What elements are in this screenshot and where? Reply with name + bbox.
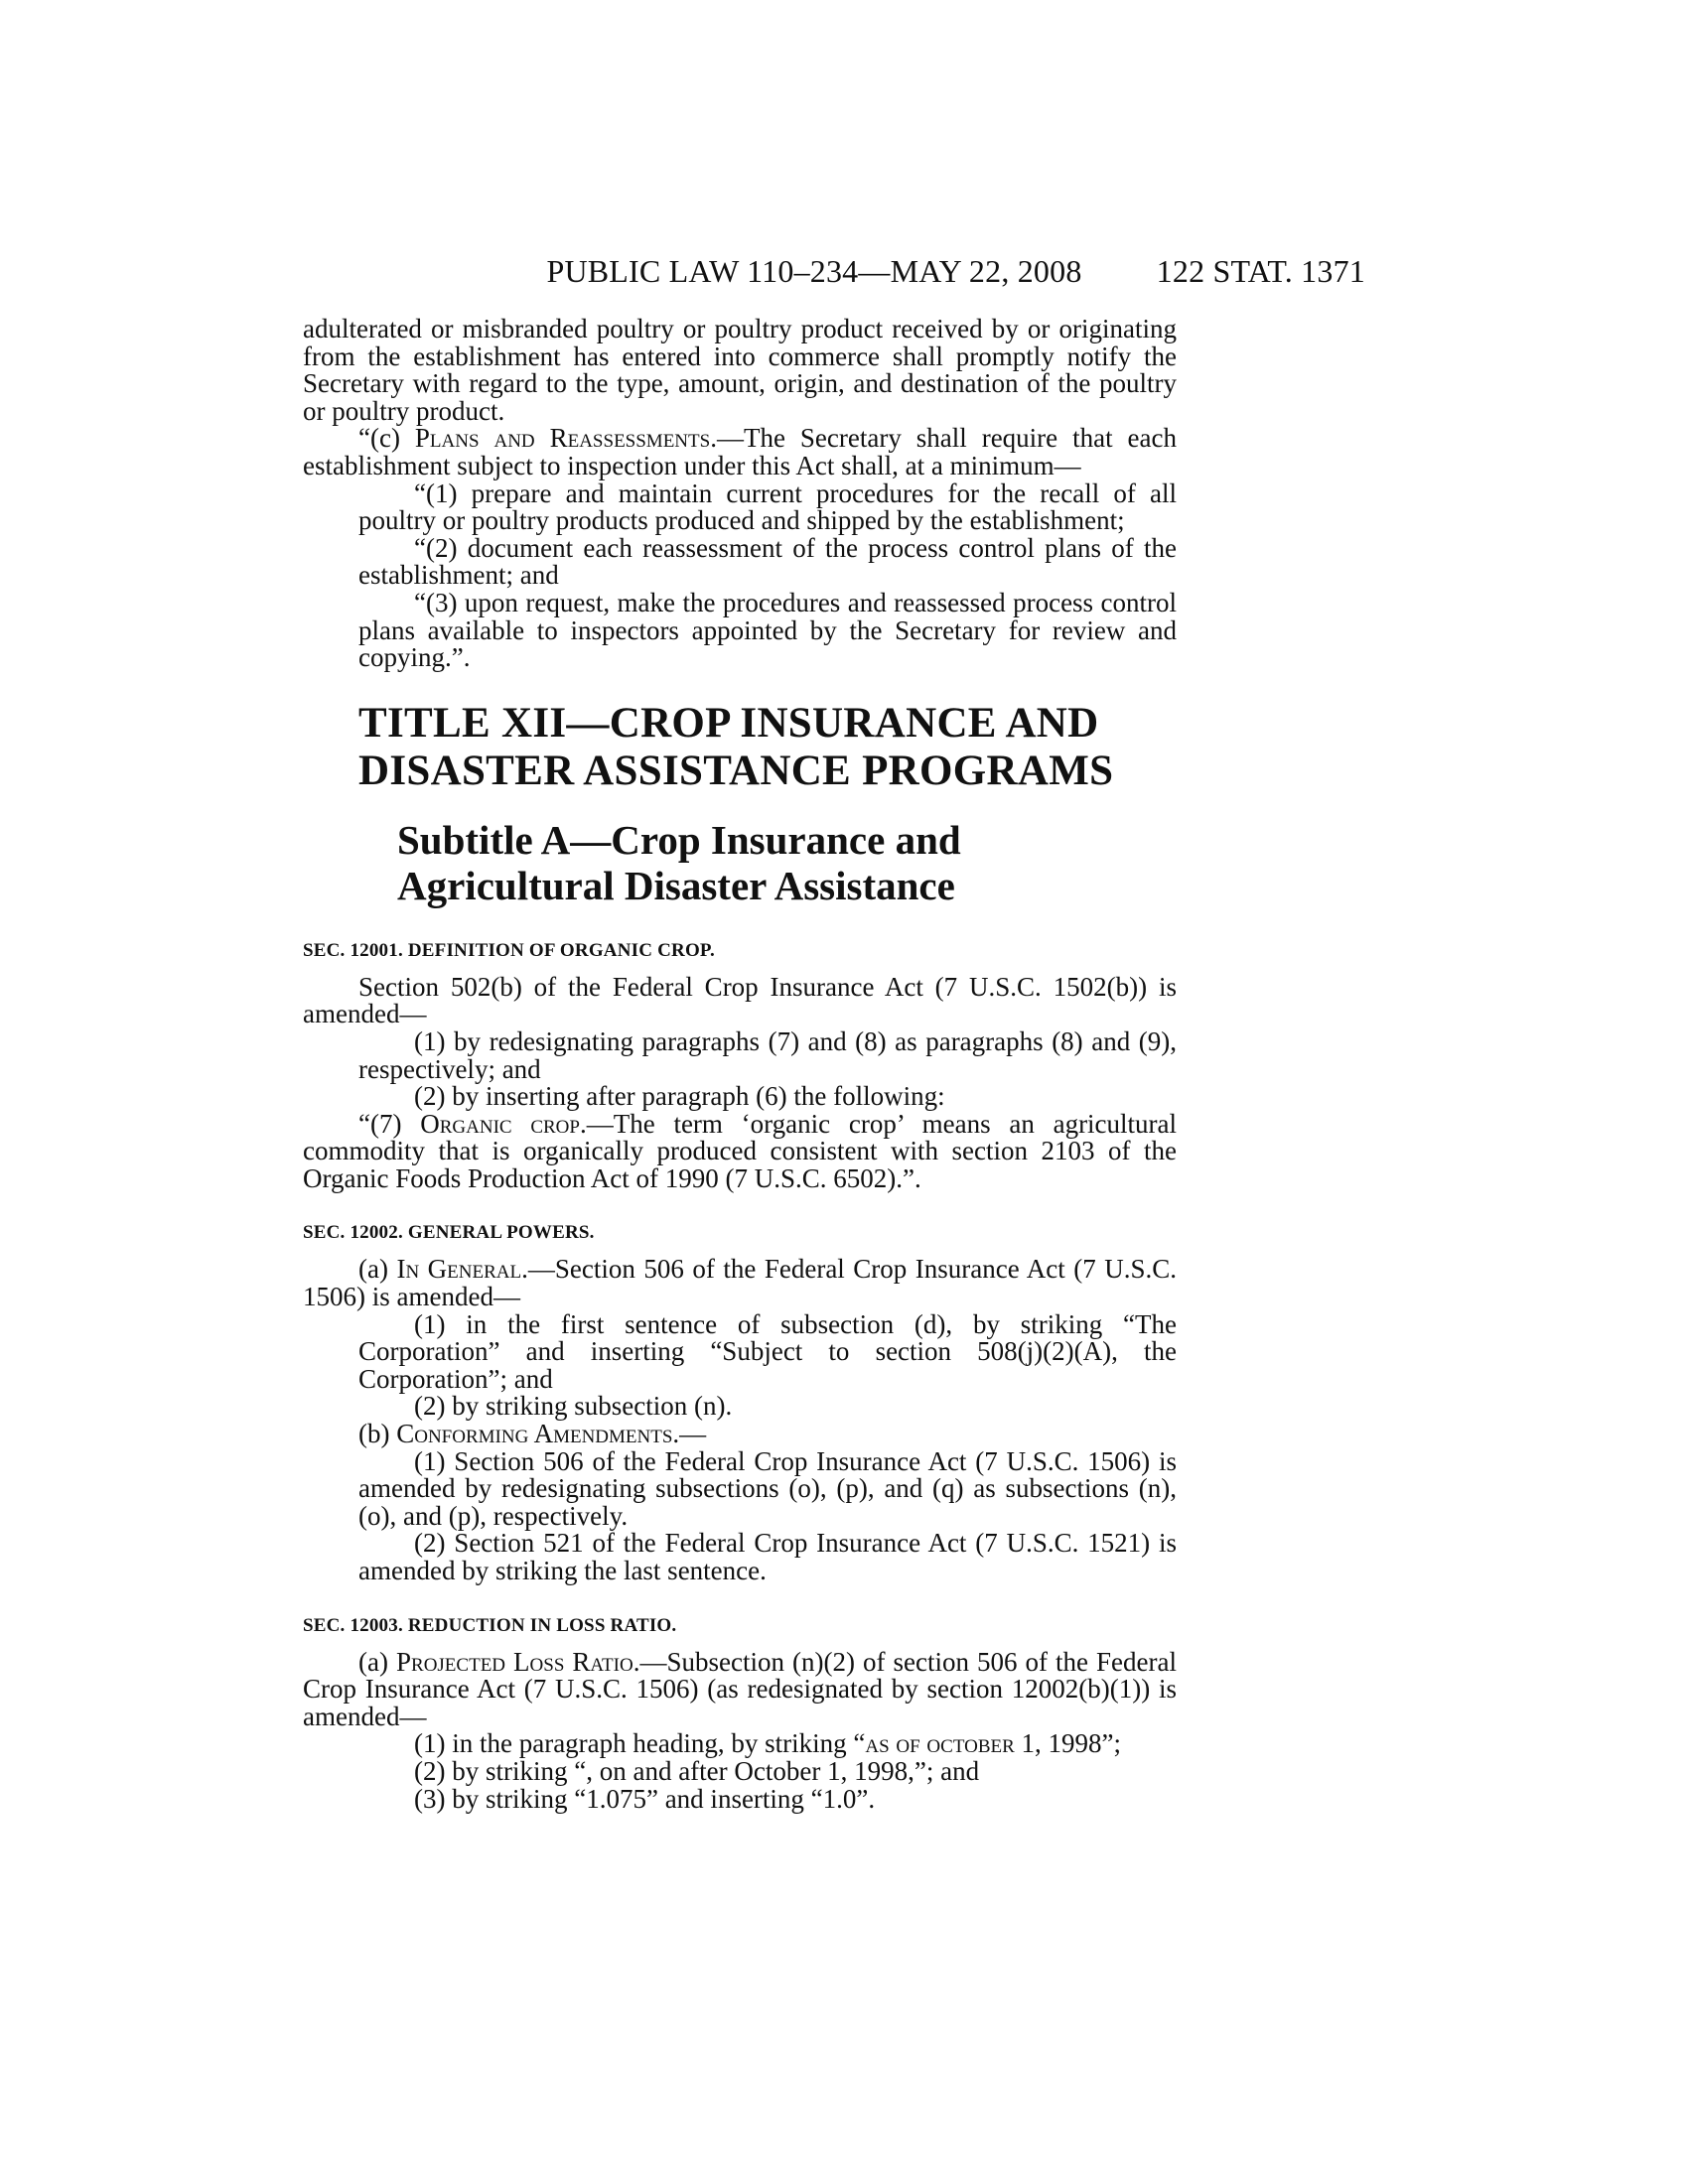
section-12002-a-heading: In General: [396, 1254, 522, 1285]
section-12002-b-1: (1) Section 506 of the Federal Crop Insurance Act (7 U.S.C. 1506) is amended by redesignating subsections (o), (p), and (q) as subsections (n), (o), and (p), respectively.: [358, 1445, 1177, 1531]
public-law-citation: PUBLIC LAW 110–234—MAY 22, 2008: [546, 253, 1082, 289]
section-12001-item-2: (2) by inserting after paragraph (6) the following:: [414, 1081, 945, 1112]
section-12003-item-2: (2) by striking “, on and after October 1, 1998,”; and: [414, 1755, 980, 1786]
section-12002-a: [303, 1256, 1177, 1310]
section-12003-a: [303, 1646, 1177, 1731]
section-12003-a-heading: Projected Loss Ratio: [396, 1646, 633, 1677]
section-12002-a-1: (1) in the first sentence of subsection (d), by striking “The Corporation” and inserting “Subject to section 508(j)(2)(A), the Corporation”; and: [358, 1308, 1177, 1394]
title-line-2: DISASTER ASSISTANCE PROGRAMS: [358, 747, 1114, 794]
subsection-c-lead: “(c): [358, 423, 415, 454]
definition-heading: Organic crop: [420, 1108, 580, 1139]
definition-lead: “(7): [358, 1108, 421, 1139]
section-12002-b-heading: Conforming Amendments: [396, 1419, 673, 1449]
section-12003-a-text: .—Subsection (n)(2) of section 506 of the Federal Crop Insurance Act (7 U.S.C. 1506) (as redesignated by section 12002(b)(1)) is amended—: [303, 1646, 1177, 1731]
section-12002-a-text: .—Section 506 of the Federal Crop Insurance Act (7 U.S.C. 1506) is amended—: [303, 1254, 1177, 1312]
running-head: [303, 253, 1365, 293]
section-12003-a-lead: (a): [358, 1646, 396, 1677]
subtitle-line-2: Agricultural Disaster Assistance: [397, 862, 955, 908]
section-12002-b-lead: (b): [358, 1419, 397, 1449]
item-1-end: ”;: [1101, 1728, 1122, 1759]
title-heading: [358, 700, 1177, 795]
section-12001-heading: SEC. 12001. DEFINITION OF ORGANIC CROP.: [303, 939, 715, 961]
definition-text: .—The term ‘organic crop’ means an agricultural commodity that is organically produced consistent with section 2103 of the Organic Foods Production Act of 1990 (7 U.S.C. 6502).”.: [303, 1108, 1178, 1193]
section-12002-b-2: (2) Section 521 of the Federal Crop Insurance Act (7 U.S.C. 1521) is amended by striking the last sentence.: [358, 1528, 1177, 1585]
section-12001-intro: Section 502(b) of the Federal Crop Insurance Act (7 U.S.C. 1502(b)) is amended—: [303, 971, 1177, 1029]
document-body: [303, 316, 1177, 1813]
statute-page-number: 122 STAT. 1371: [1156, 253, 1365, 289]
section-12003-item-1: [303, 1730, 1177, 1758]
item-1-struck-heading: as of october 1, 1998: [865, 1728, 1102, 1759]
section-12002-b: [303, 1421, 1177, 1448]
section-12002-b-text: .—: [672, 1419, 707, 1449]
subtitle-heading: [397, 817, 1177, 908]
section-12002-heading: SEC. 12002. GENERAL POWERS.: [303, 1222, 595, 1244]
paragraph-c2: “(2) document each reassessment of the process control plans of the establishment; and: [358, 532, 1177, 591]
paragraph-c3: “(3) upon request, make the procedures and reassessed process control plans available to inspectors appointed by the Secretary for review and copying.”.: [358, 587, 1177, 673]
continued-paragraph: adulterated or misbranded poultry or poultry product received by or originating from the establishment has entered into commerce shall promptly notify the Secretary with regard to the type, amount, origin, and destination of the poultry or poultry product.: [303, 314, 1177, 426]
paragraph-c1: “(1) prepare and maintain current procedures for the recall of all poultry or poultry products produced and shipped by the establishment;: [358, 478, 1177, 536]
subtitle-line-1: Subtitle A—Crop Insurance and: [397, 816, 961, 863]
title-line-1: TITLE XII—CROP INSURANCE AND: [358, 699, 1099, 747]
section-12003-item-3: (3) by striking “1.075” and inserting “1.0”.: [414, 1783, 876, 1814]
subsection-c-heading: Plans and Reassessments: [414, 423, 711, 454]
section-12002-a-2: (2) by striking subsection (n).: [414, 1391, 733, 1422]
section-12001-item-1: (1) by redesignating paragraphs (7) and (8) as paragraphs (8) and (9), respectively; and: [358, 1025, 1177, 1084]
subsection-c: [303, 425, 1177, 479]
section-12002-a-lead: (a): [358, 1254, 397, 1285]
subsection-c-text: .—The Secretary shall require that each establishment subject to inspection under this Act shall, at a minimum—: [303, 423, 1177, 480]
item-1-lead: (1) in the paragraph heading, by striking “: [414, 1728, 866, 1759]
section-12001-definition: [303, 1108, 1178, 1193]
section-12003-heading: SEC. 12003. REDUCTION IN LOSS RATIO.: [303, 1614, 677, 1636]
